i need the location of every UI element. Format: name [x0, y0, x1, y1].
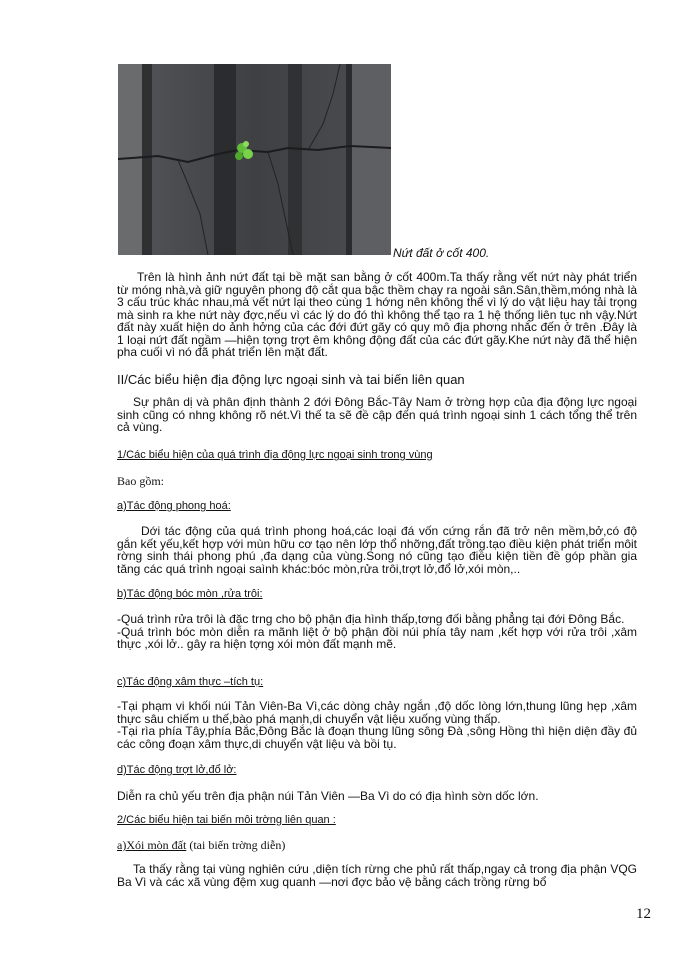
subsection-a2-title [117, 838, 285, 853]
subsection-2-title: 2/Các biểu hiện tai biến môi trờng liên quan : [117, 814, 336, 826]
bao-gom-label: Bao gồm: [117, 474, 164, 488]
subsection-a-text: Dới tác động của quá trình phong hoá,các loại đá vốn cứng rắn đã trở nên mềm,bở,có độ gắn kết yếu,kết hợp với mùn hữu cơ tạo nên lớp thổ nhỡng,đất trồng.tạo điều kiện phát triển môit rờng sinh thái phong phú ,đa dạng của vùng.Song nó cũng tạo điều kiện tiền đề góp phần gia tăng các quá trình ngoại saình khác:bóc mòn,rửa trôi,trợt lở,đổ lở,xói mòn,.. [117, 524, 637, 576]
subsection-c-text: -Tại phạm vi khối núi Tản Viên-Ba Vì,các dòng chảy ngắn ,độ dốc lòng lớn,thung lũng hẹp ,xâm thực sâu chiếm u thế,bào phá mạnh,di chuyển vật liệu xuống vùng thấp. -Tại rìa phía Tây,phía Bắc,Đông Bắc là đoạn thung lũng sông Đà ,sông Hồng thì hiện diện đầy đủ các công đoạn xâm thực,di chuyển vật liệu và bồi tụ. [117, 699, 637, 751]
cracked-ground-photo [118, 64, 391, 255]
subsection-a-title: a)Tác động phong hoá: [117, 500, 231, 512]
subsection-1-title: 1/Các biểu hiện của quá trình địa động lực ngoại sinh trong vùng [117, 449, 433, 461]
page-number: 12 [636, 906, 651, 922]
subsection-c-title: c)Tác động xâm thực –tích tụ: [117, 676, 264, 688]
subsection-b-text: -Quá trình rửa trôi là đặc trng cho bộ phận địa hình thấp,tơng đối bằng phẳng tại đới Đông Bắc. -Quá trình bóc mòn diễn ra mãnh liệt ở bộ phận đồi núi phía tây nam ,kết hợp với rửa trôi ,xâm thực ,xói lở.. gây ra hiện tợng xói mòn đất mạnh mẽ. [117, 612, 637, 651]
section-intro-paragraph: Sự phân dị và phân định thành 2 đới Đông Bắc-Tây Nam ở trờng hợp của địa động lực ngoại sinh cũng có nhng không rõ nét.Vì thế ta sẽ đề cập đến quá trình ngoại sinh 1 cách tổng thể trên cả vùng. [117, 395, 637, 434]
a2-title-underlined: a)Xói mòn đất [117, 838, 187, 852]
subsection-d-text: Diễn ra chủ yếu trên địa phận núi Tản Viên —Ba Vì do có địa hình sờn dốc lớn. [117, 789, 539, 803]
subsection-b-title: b)Tác động bóc mòn ,rửa trôi: [117, 588, 263, 600]
intro-paragraph: Trên là hình ảnh nứt đất tại bề mặt san bằng ở cốt 400m.Ta thấy rằng vết nứt này phát triển từ móng nhà,và giữ nguyên phong độ cắt qua bậc thềm chạy ra ngoài sân.Sân,thềm,móng nhà là 3 cấu trúc khác nhau,mà vết nứt lại theo cùng 1 hớng nên không thể vì lý do vật liệu hay tải trọng mà sinh ra khe nứt này đợc,nếu vì các lý do đó thì không thể tạo ra 1 hệ thống liên tục nh vậy.Nứt đất này xuất hiện do ảnh hởng của các đới đứt gãy có quy mô địa phơng nhắc đến ở trên .Đây là 1 loại nứt đất ngầm —hiện tợng trợt êm không động đất của các đứt gãy.Khe nứt này đã thể hiện pha cuối vì nó đã phát triển lên mặt đất. [117, 270, 637, 359]
subsection-d-title: d)Tác động trợt lở,đổ lở: [117, 764, 237, 776]
photo-caption: Nứt đất ở cốt 400. [393, 246, 490, 260]
a2-title-rest: (tai biến trờng diễn) [186, 838, 286, 852]
section-heading: II/Các biểu hiện địa động lực ngoại sinh và tai biến liên quan [117, 372, 465, 387]
subsection-a2-text: Ta thấy rằng tại vùng nghiên cứu ,diện tích rừng che phủ rất thấp,ngay cả trong địa phận VQG Ba Vì và các xã vùng đệm xug quanh —nơi đợc bảo vệ bằng cách trồng rừng bổ [117, 862, 637, 889]
